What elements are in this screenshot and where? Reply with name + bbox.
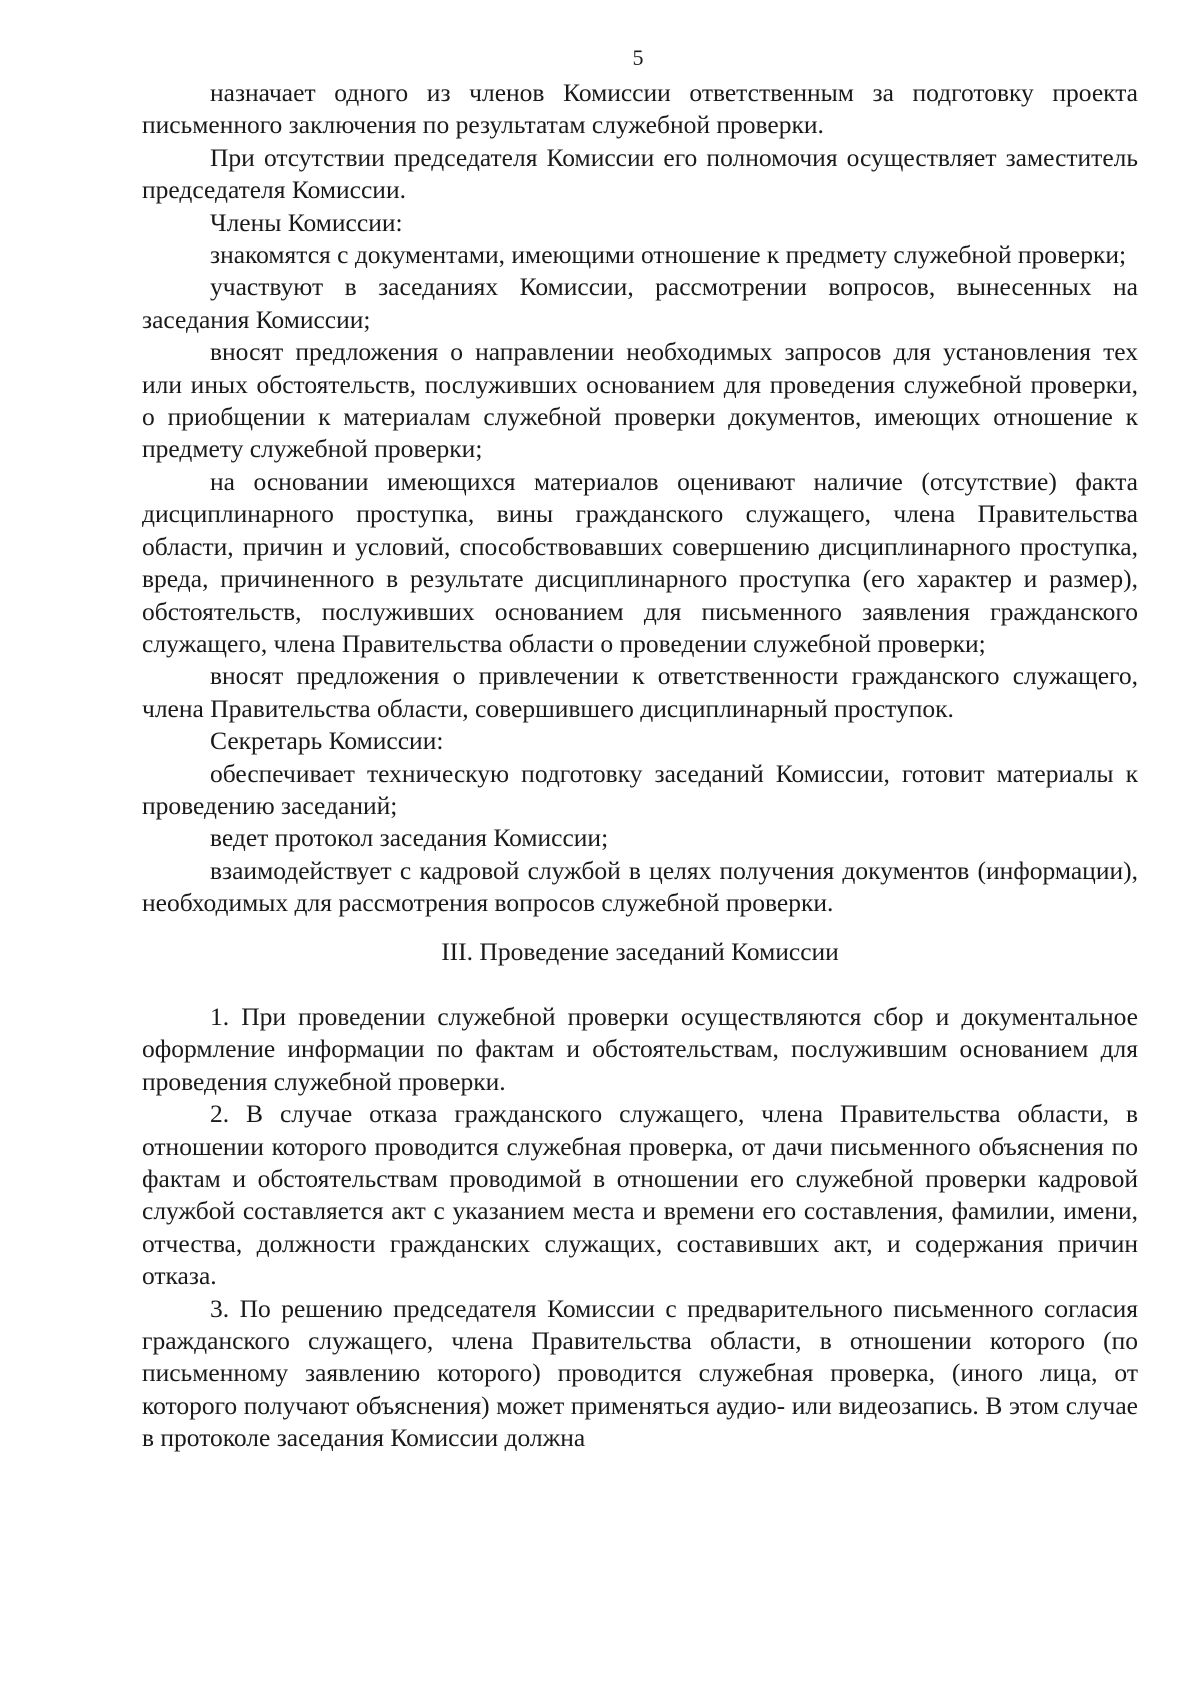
paragraph: обеспечивает техническую подготовку заседаний Комиссии, готовит материалы к проведению заседаний; — [142, 758, 1138, 820]
paragraph: При отсутствии председателя Комиссии его полномочия осуществляет заместитель председателя Комиссии. — [142, 142, 1138, 205]
paragraph: вносят предложения о привлечении к ответственности гражданского служащего, члена Правительства области, совершившего дисциплинарный проступок. — [142, 661, 1138, 723]
paragraph: 2. В случае отказа гражданского служащего, члена Правительства области, в отношении которого проводится служебная проверка, от дачи письменного объяснения по фактам и обстоятельствам проводимой в отношении его служебной проверки кадровой службой составляется акт с указанием места и времени его составления, фамилии, имени, отчества, должности гражданских служащих, составивших акт, и содержания причин отказа. — [142, 1099, 1138, 1291]
paragraph: ведет протокол заседания Комиссии; — [210, 823, 609, 853]
section-heading: III. Проведение заседаний Комиссии — [441, 936, 839, 966]
paragraph: взаимодействует с кадровой службой в целях получения документов (информации), необходимых для рассмотрения вопросов служебной проверки. — [142, 855, 1138, 918]
paragraph: Секретарь Комиссии: — [210, 726, 444, 756]
page-number: 5 — [632, 45, 644, 70]
paragraph: 3. По решению председателя Комиссии с предварительного письменного согласия гражданского служащего, члена Правительства области, в отношении которого (по письменному заявлению которого) проводится служебная проверка, (иного лица, от которого получают объяснения) может применяться аудио- или видеозапись. В этом случае в протоколе заседания Комиссии должна — [142, 1293, 1138, 1453]
paragraph: на основании имеющихся материалов оценивают наличие (отсутствие) факта дисциплинарного проступка, вины гражданского служащего, члена Правительства области, причин и условий, способствовавших совершению дисциплинарного проступка, вреда, причиненного в результате дисциплинарного проступка (его характер и размер), обстоятельств, послуживших основанием для письменного заявления гражданского служащего, члена Правительства области о проведении служебной проверки; — [142, 466, 1138, 658]
paragraph: назначает одного из членов Комиссии ответственным за подготовку проекта письменного заключения по результатам служебной проверки. — [142, 78, 1138, 140]
paragraph: участвуют в заседаниях Комиссии, рассмотрении вопросов, вынесенных на заседания Комиссии; — [142, 272, 1138, 334]
document-body — [142, 77, 1138, 1455]
paragraph: 1. При проведении служебной проверки осуществляются сбор и документальное оформление информации по фактам и обстоятельствам, послужившим основанием для проведения служебной проверки. — [142, 1001, 1138, 1096]
paragraph: Члены Комиссии: — [210, 207, 403, 237]
paragraph: знакомятся с документами, имеющими отношение к предмету служебной проверки; — [210, 240, 1127, 270]
paragraph: вносят предложения о направлении необходимых запросов для установления тех или иных обстоятельств, послуживших основанием для проведения служебной проверки, о приобщении к материалам служебной проверки документов, имеющих отношение к предмету служебной проверки; — [142, 337, 1138, 464]
